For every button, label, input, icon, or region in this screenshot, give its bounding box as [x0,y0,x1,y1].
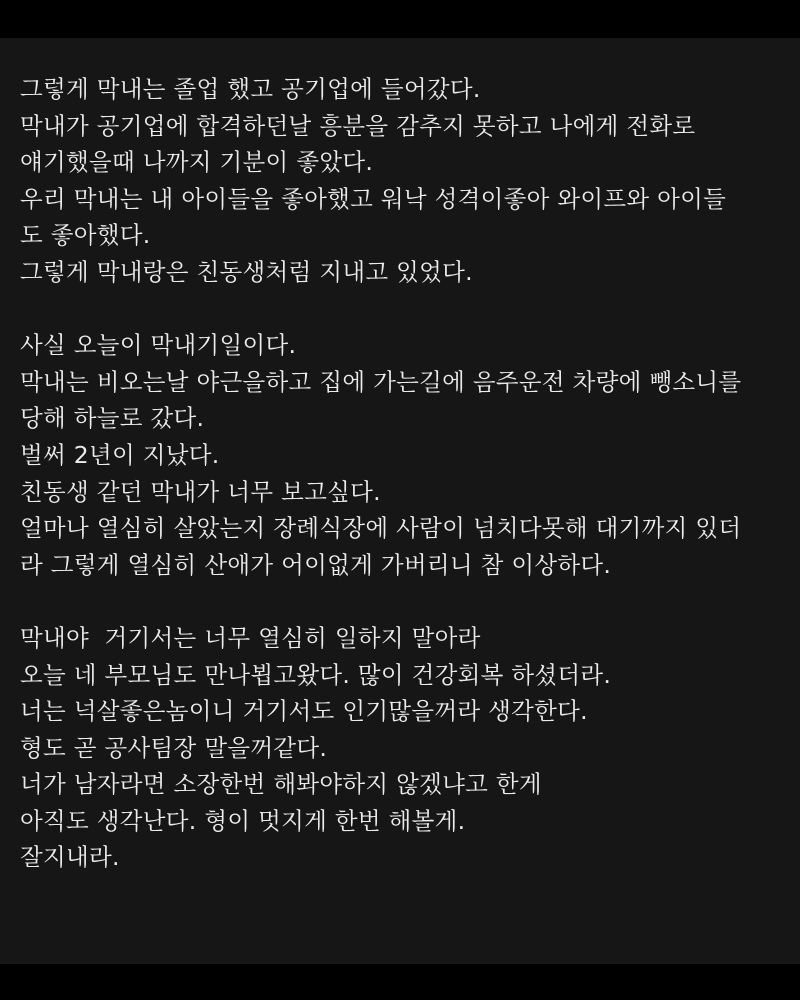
paragraph-spacer [20,291,780,328]
paragraph-spacer [20,583,780,620]
text-line: 도 좋아했다. [20,221,151,250]
paragraph-1 [20,71,780,291]
text-line: 너가 남자라면 소장한번 해봐야하지 않겠냐고 한게 [20,770,542,799]
paragraph-2 [20,327,780,583]
text-line: 그렇게 막내랑은 친동생처럼 지내고 있었다. [20,257,473,286]
text-line: 사실 오늘이 막내기일이다. [20,331,297,360]
text-line: 너는 넉살좋은놈이니 거기서도 인기많을꺼라 생각한다. [20,697,588,726]
text-line: 얼마나 열심히 살았는지 장례식장에 사람이 넘치다못해 대기까지 있더 [20,514,742,543]
text-line: 막내가 공기업에 합격하던날 흥분을 감추지 못하고 나에게 전화로 [20,111,696,140]
note-text-panel [0,38,800,964]
paragraph-3 [20,620,780,876]
text-line: 얘기했을때 나까지 기분이 좋았다. [20,148,374,177]
text-line: 그렇게 막내는 졸업 했고 공기업에 들어갔다. [20,75,481,103]
text-line: 막내는 비오는날 야근을하고 집에 가는길에 음주운전 차량에 뺑소니를 [20,367,742,396]
text-line: 오늘 네 부모님도 만나뵙고왔다. 많이 건강회복 하셨더라. [20,660,612,689]
text-line: 친동생 같던 막내가 너무 보고싶다. [20,477,381,506]
text-line: 막내야 거기서는 너무 열심히 일하지 말아라 [20,623,481,652]
text-line: 당해 하늘로 갔다. [20,404,205,433]
text-line: 라 그렇게 열심히 산애가 어이없게 가버리니 참 이상하다. [20,550,612,579]
text-line: 우리 막내는 내 아이들을 좋아했고 워낙 성격이좋아 와이프와 아이들 [20,184,727,213]
text-line: 아직도 생각난다. 형이 멋지게 한번 해볼게. [20,806,466,835]
text-line: 잘지내라. [20,843,120,872]
text-line: 벌써 2년이 지났다. [20,440,220,469]
text-line: 형도 곧 공사팀장 말을꺼같다. [20,733,328,762]
